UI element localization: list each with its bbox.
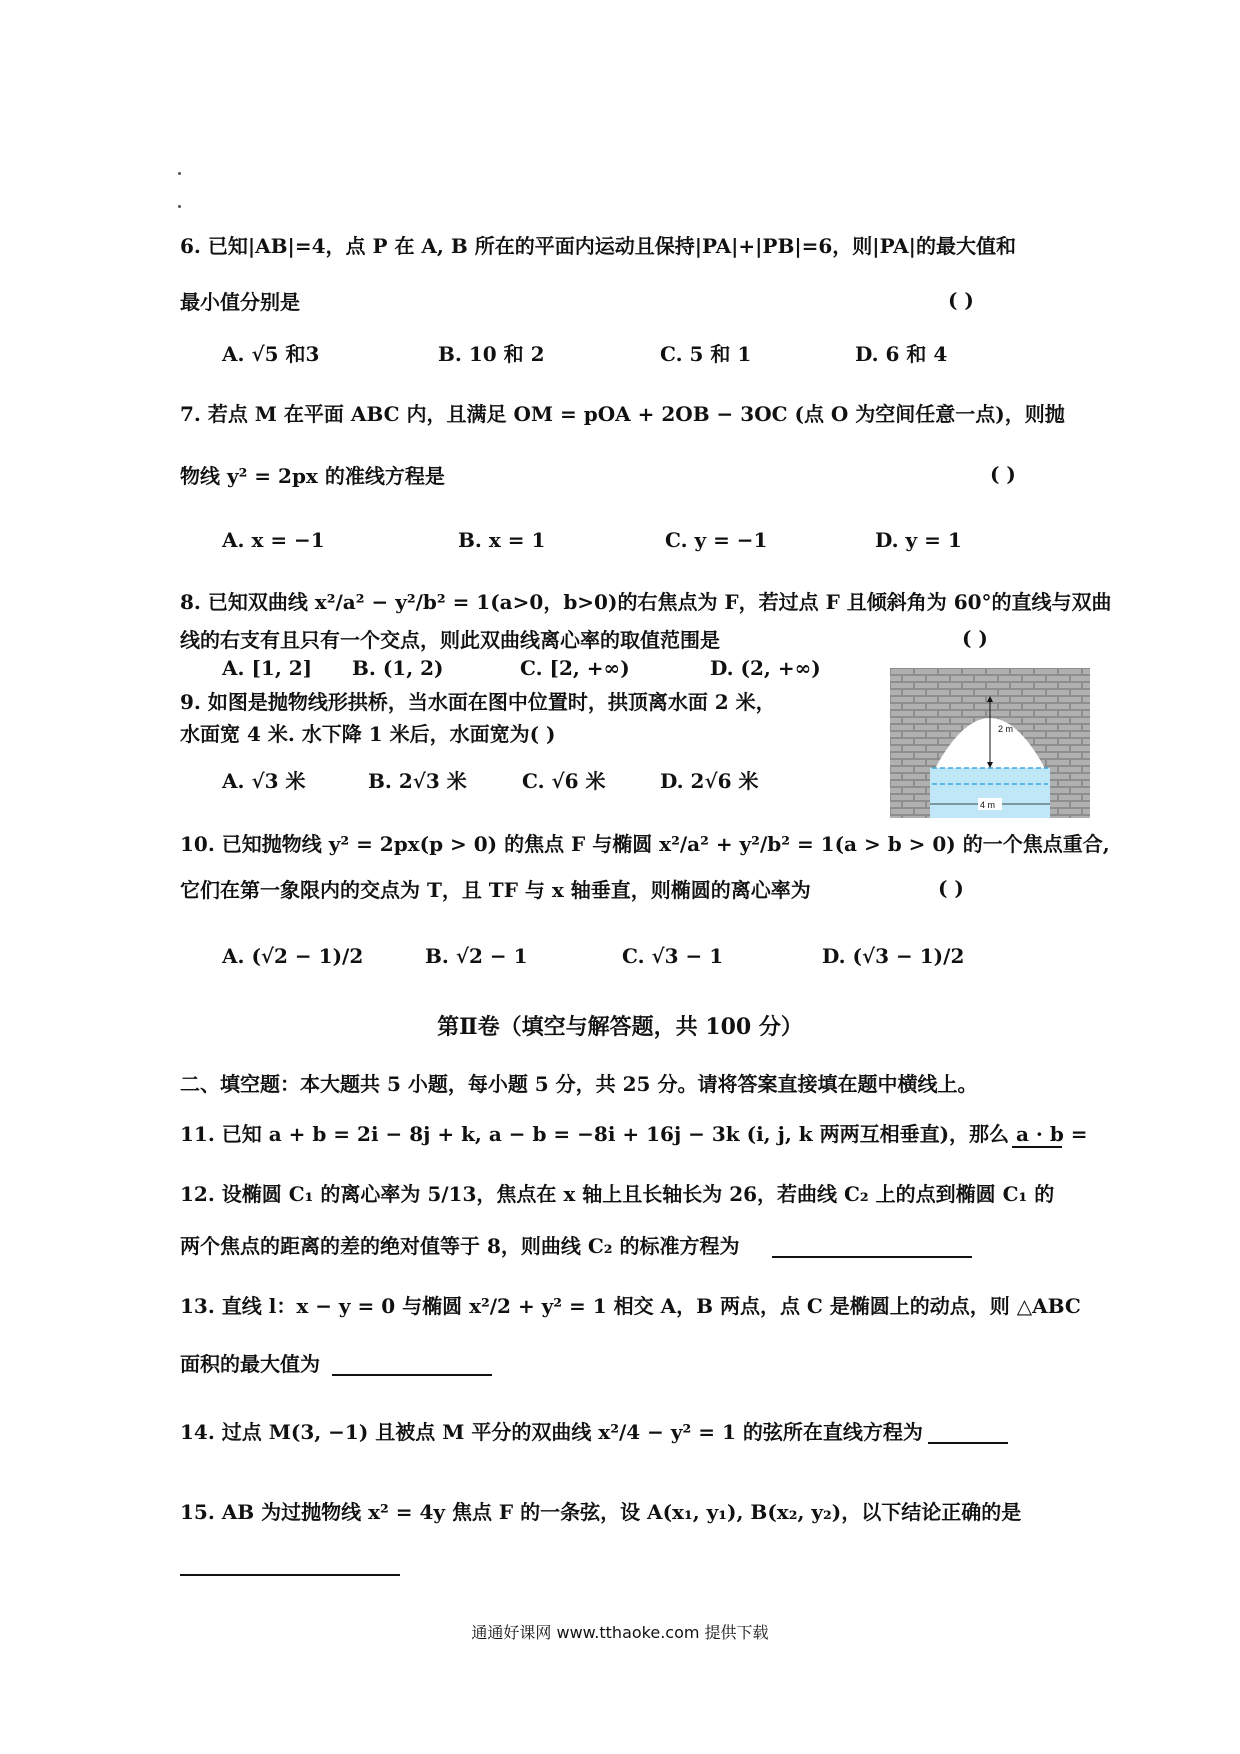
q15-answer-blank <box>180 1574 400 1576</box>
q6-option-a: A. √5 和3 <box>222 342 320 366</box>
q6-option-b: B. 10 和 2 <box>438 342 545 366</box>
q15-text: 15. AB 为过抛物线 x² = 4y 焦点 F 的一条弦，设 A(x₁, y₁), B(x₂, y₂)，以下结论正确的是 <box>180 1500 1022 1524</box>
scan-dot <box>178 205 181 208</box>
fill-in-header: 二、填空题：本大题共 5 小题，每小题 5 分，共 25 分。请将答案直接填在题中横线上。 <box>180 1072 978 1096</box>
q10-line2: 它们在第一象限内的交点为 T，且 TF 与 x 轴垂直，则椭圆的离心率为 <box>180 878 811 902</box>
q9-line1: 9. 如图是抛物线形拱桥，当水面在图中位置时，拱顶离水面 2 米， <box>180 690 776 714</box>
q9-option-a: A. √3 米 <box>222 769 306 793</box>
q7-line1: 7. 若点 M 在平面 ABC 内，且满足 OM = pOA + 2OB − 3OC (点 O 为空间任意一点)，则抛 <box>180 402 1065 426</box>
q7-option-d: D. y = 1 <box>875 528 962 552</box>
arch-bridge-figure <box>890 668 1090 818</box>
q7-option-c: C. y = −1 <box>665 528 768 552</box>
q10-option-a: A. (√2 − 1)/2 <box>222 944 364 968</box>
q10-option-d: D. (√3 − 1)/2 <box>822 944 965 968</box>
q12-answer-blank <box>772 1256 972 1258</box>
q9-line2: 水面宽 4 米. 水下降 1 米后，水面宽为( ) <box>180 722 556 746</box>
q8-option-b: B. (1, 2) <box>352 656 444 680</box>
q6-option-d: D. 6 和 4 <box>855 342 948 366</box>
q7-answer-paren: ( ) <box>990 462 1016 486</box>
q9-option-b: B. 2√3 米 <box>368 769 467 793</box>
q14-answer-blank <box>928 1442 1008 1444</box>
q8-option-d: D. (2, +∞) <box>710 656 821 680</box>
q11-answer-blank <box>1012 1146 1062 1148</box>
q6-line2: 最小值分别是 <box>180 290 300 314</box>
q12-line2: 两个焦点的距离的差的绝对值等于 8，则曲线 C₂ 的标准方程为 <box>180 1234 740 1258</box>
q6-option-c: C. 5 和 1 <box>660 342 752 366</box>
q13-line2: 面积的最大值为 <box>180 1352 320 1376</box>
q13-line1: 13. 直线 l：x − y = 0 与椭圆 x²/2 + y² = 1 相交 A，B 两点，点 C 是椭圆上的动点，则 △ABC <box>180 1294 1081 1318</box>
q9-option-d: D. 2√6 米 <box>660 769 759 793</box>
scan-dot <box>178 172 181 175</box>
q6-line1: 6. 已知|AB|=4，点 P 在 A, B 所在的平面内运动且保持|PA|+|PB|=6，则|PA|的最大值和 <box>180 234 1016 258</box>
q10-option-c: C. √3 − 1 <box>622 944 724 968</box>
q8-option-a: A. [1, 2] <box>222 656 313 680</box>
q7-option-b: B. x = 1 <box>458 528 546 552</box>
q7-option-a: A. x = −1 <box>222 528 325 552</box>
q7-line2: 物线 y² = 2px 的准线方程是 <box>180 464 445 488</box>
width-label: 4 m <box>980 800 996 810</box>
q8-line2: 线的右支有且只有一个交点，则此双曲线离心率的取值范围是 <box>180 628 720 652</box>
q10-line1: 10. 已知抛物线 y² = 2px(p > 0) 的焦点 F 与椭圆 x²/a² + y²/b² = 1(a > b > 0) 的一个焦点重合, <box>180 832 1110 856</box>
q10-option-b: B. √2 − 1 <box>425 944 528 968</box>
q8-answer-paren: ( ) <box>962 626 988 650</box>
q12-line1: 12. 设椭圆 C₁ 的离心率为 5/13，焦点在 x 轴上且长轴长为 26，若曲线 C₂ 上的点到椭圆 C₁ 的 <box>180 1182 1055 1206</box>
q6-answer-paren: ( ) <box>948 288 974 312</box>
water-area <box>930 768 1050 818</box>
section-2-title: 第Ⅱ卷（填空与解答题，共 100 分） <box>437 1014 803 1040</box>
height-label: 2 m <box>998 724 1014 734</box>
q14-text: 14. 过点 M(3, −1) 且被点 M 平分的双曲线 x²/4 − y² = 1 的弦所在直线方程为 <box>180 1420 923 1444</box>
q8-option-c: C. [2, +∞) <box>520 656 630 680</box>
q8-line1: 8. 已知双曲线 x²/a² − y²/b² = 1(a>0，b>0)的右焦点为 F，若过点 F 且倾斜角为 60°的直线与双曲 <box>180 590 1112 614</box>
page-footer: 通通好课网 www.tthaoke.com 提供下载 <box>471 1623 769 1642</box>
q13-answer-blank <box>332 1374 492 1376</box>
q9-option-c: C. √6 米 <box>522 769 606 793</box>
q11-text: 11. 已知 a + b = 2i − 8j + k, a − b = −8i + 16j − 3k (i, j, k 两两互相垂直)，那么 a · b = <box>180 1122 1088 1146</box>
q10-answer-paren: ( ) <box>938 876 964 900</box>
